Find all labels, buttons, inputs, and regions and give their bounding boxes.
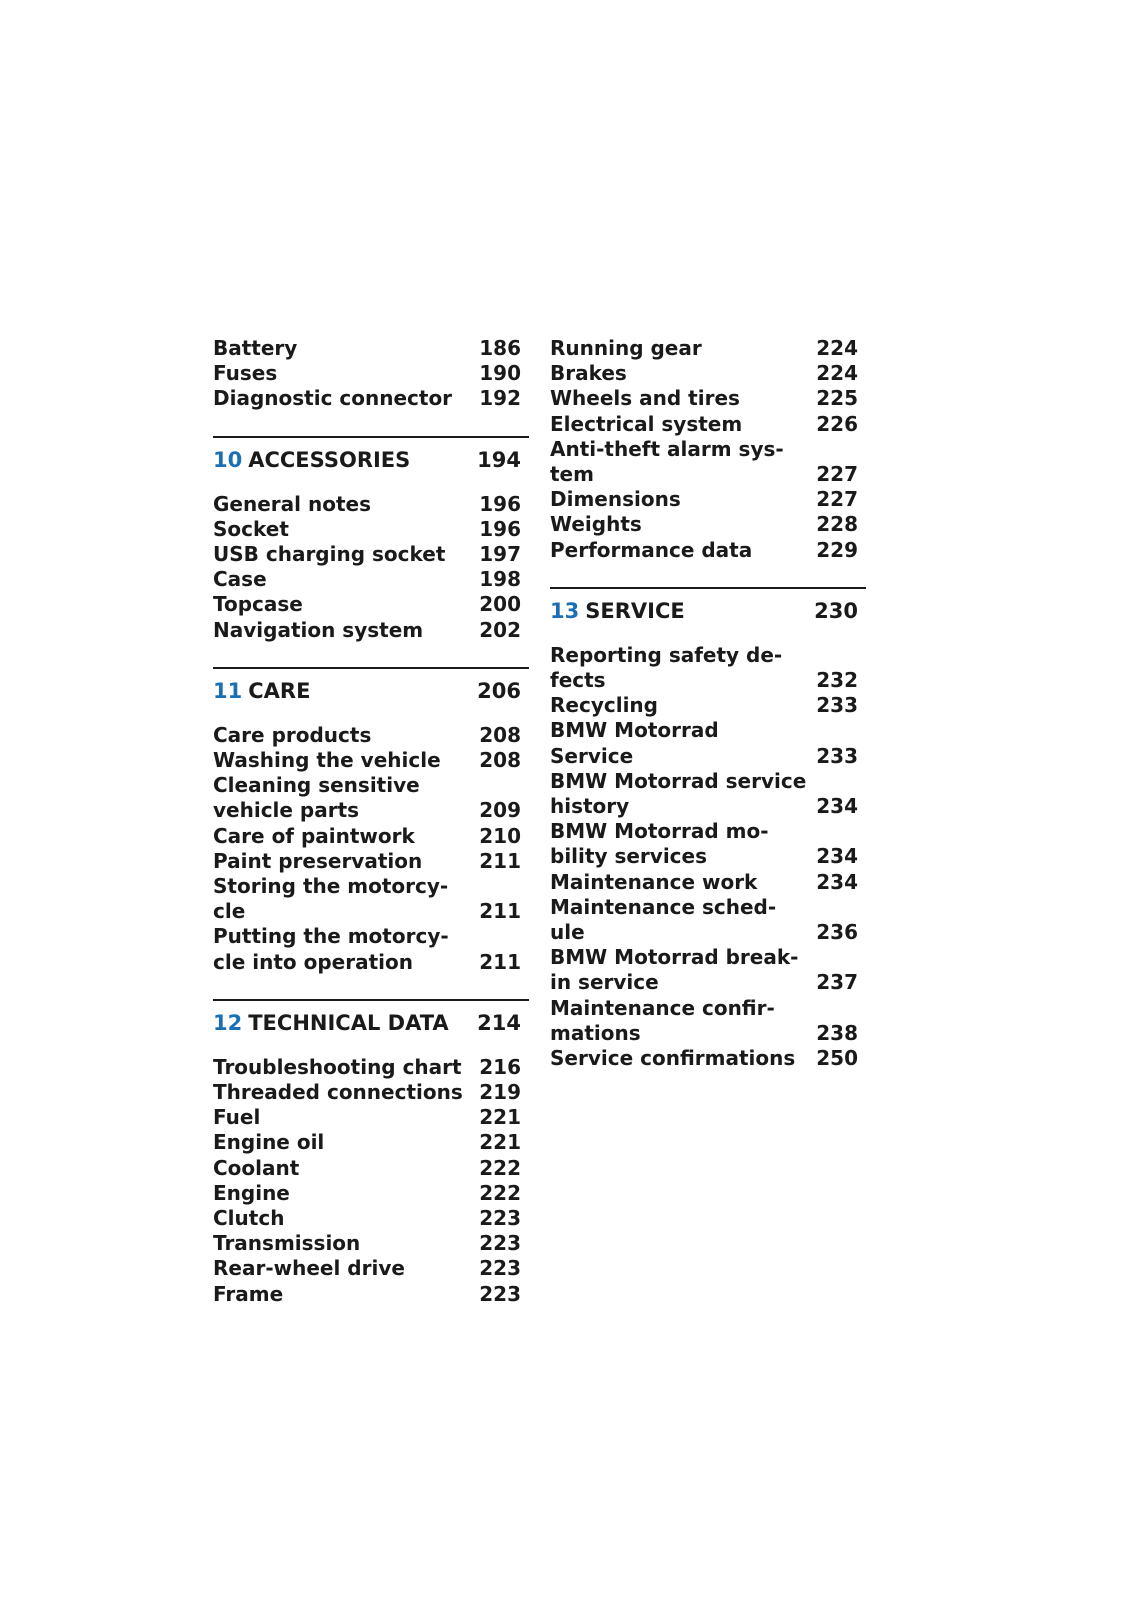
toc-entry-title: Engine oil <box>213 1130 325 1155</box>
toc-entry-title: Care products <box>213 722 372 747</box>
toc-entry-page-number: 211 <box>479 949 521 974</box>
toc-entry-page-number: 222 <box>479 1180 521 1205</box>
toc-entry-title: Coolant <box>213 1155 300 1180</box>
toc-entry[interactable] <box>213 386 529 411</box>
chapter-heading[interactable] <box>213 436 529 476</box>
toc-entry-page-number: 211 <box>479 848 521 873</box>
toc-entry-page-number: 208 <box>479 748 521 773</box>
toc-entry[interactable] <box>213 361 529 386</box>
toc-entry-page-number: 208 <box>479 722 521 747</box>
toc-entry-title: Washing the vehicle <box>213 748 441 773</box>
toc-entry-title: Frame <box>213 1281 284 1306</box>
toc-entry-title: Dimensions <box>550 487 681 512</box>
toc-entry-page-number: 202 <box>479 617 521 642</box>
toc-entry-page-number: 223 <box>479 1256 521 1281</box>
toc-entry[interactable] <box>213 567 529 592</box>
toc-entry-page-number: 234 <box>816 794 858 819</box>
toc-entry-title: Service confirmations <box>550 1046 796 1071</box>
toc-entry[interactable] <box>550 386 866 411</box>
toc-entry[interactable] <box>213 849 529 874</box>
toc-entry-page-number: 238 <box>816 1020 858 1045</box>
toc-entry[interactable] <box>550 996 866 1046</box>
toc-entry-title: Putting the motorcy-cle into operation <box>213 924 449 974</box>
toc-entry[interactable] <box>213 874 529 924</box>
toc-entry-title: Recycling <box>550 693 658 718</box>
toc-entry-title: Anti-theft alarm sys-tem <box>550 436 784 487</box>
toc-entry-page-number: 233 <box>816 743 858 768</box>
toc-entry[interactable] <box>550 336 866 361</box>
chapter-title: ACCESSORIES <box>248 447 411 472</box>
toc-entry-title: Clutch <box>213 1206 285 1231</box>
toc-entry[interactable] <box>550 693 866 718</box>
toc-entry-title: Performance data <box>550 537 753 562</box>
chapter-number: 10 <box>213 447 243 472</box>
toc-entry-page-number: 222 <box>479 1155 521 1180</box>
toc-entry[interactable] <box>213 924 529 974</box>
toc-entry-page-number: 186 <box>479 336 521 360</box>
toc-entry-title: Electrical system <box>550 411 743 436</box>
toc-entry[interactable] <box>550 538 866 563</box>
toc-entry[interactable] <box>213 773 529 823</box>
toc-entry-title: Cleaning sensitive vehicle parts <box>213 773 420 823</box>
toc-entry-title: Weights <box>550 512 642 537</box>
toc-entry-page-number: 190 <box>479 361 521 386</box>
toc-entry-title: Maintenance work <box>550 869 758 894</box>
toc-left-column <box>213 336 529 1307</box>
toc-entry-page-number: 226 <box>816 411 858 436</box>
toc-entry[interactable] <box>213 336 529 361</box>
chapter-page-number: 214 <box>477 1010 521 1035</box>
toc-entry-title: Reporting safety de-fects <box>550 642 783 693</box>
toc-entry-page-number: 225 <box>816 386 858 411</box>
toc-entry-title: Maintenance sched-ule <box>550 894 777 945</box>
toc-entry-page-number: 227 <box>816 462 858 487</box>
toc-entry-page-number: 200 <box>479 592 521 617</box>
toc-entry[interactable] <box>550 1046 866 1071</box>
toc-entry[interactable] <box>213 1105 529 1130</box>
toc-entry[interactable] <box>550 895 866 945</box>
toc-entry-title: Running gear <box>550 336 702 360</box>
toc-entry-title: Diagnostic connector <box>213 386 453 411</box>
toc-entry-title: Topcase <box>213 592 303 617</box>
toc-entry[interactable] <box>550 437 866 487</box>
toc-right-column <box>550 336 866 1071</box>
chapter-number: 11 <box>213 678 243 703</box>
chapter-title: CARE <box>248 678 311 703</box>
toc-entry-title: Transmission <box>213 1231 361 1256</box>
toc-entry-page-number: 192 <box>479 386 521 411</box>
toc-entry-page-number: 209 <box>479 798 521 823</box>
toc-entry-title: Battery <box>213 336 298 360</box>
toc-entry[interactable] <box>213 824 529 849</box>
toc-entry[interactable] <box>550 512 866 537</box>
toc-entry-page-number: 198 <box>479 567 521 592</box>
toc-entry-page-number: 196 <box>479 491 521 516</box>
toc-entry-title: Fuses <box>213 361 278 386</box>
toc-entry-title: BMW Motorrad Service <box>550 718 719 768</box>
toc-entry-title: General notes <box>213 491 371 516</box>
toc-entry-page-number: 228 <box>816 512 858 537</box>
chapter-number: 12 <box>213 1010 243 1035</box>
toc-entry[interactable] <box>213 1206 529 1231</box>
toc-entry[interactable] <box>213 542 529 567</box>
toc-entry-title: Wheels and tires <box>550 386 740 411</box>
toc-entry[interactable] <box>213 1156 529 1181</box>
toc-entry[interactable] <box>213 1256 529 1281</box>
chapter-label <box>550 599 685 623</box>
toc-entry-page-number: 224 <box>816 336 858 360</box>
toc-entry-page-number: 196 <box>479 516 521 541</box>
toc-entry-title: Threaded connections <box>213 1080 463 1105</box>
toc-entry[interactable] <box>213 517 529 542</box>
chapter-heading[interactable] <box>213 667 529 707</box>
toc-entry[interactable] <box>550 945 866 995</box>
toc-entry-title: Troubleshooting chart <box>213 1054 462 1079</box>
toc-entry-title: Socket <box>213 516 289 541</box>
toc-entry[interactable] <box>213 492 529 517</box>
toc-entry-page-number: 221 <box>479 1105 521 1130</box>
toc-entry-page-number: 227 <box>816 487 858 512</box>
toc-entry-title: USB charging socket <box>213 542 446 567</box>
chapter-label <box>213 448 410 472</box>
toc-entry-page-number: 224 <box>816 361 858 386</box>
chapter-heading[interactable] <box>213 999 529 1039</box>
toc-entry-page-number: 237 <box>816 970 858 995</box>
toc-entry-page-number: 221 <box>479 1130 521 1155</box>
toc-entry-title: Storing the motorcy-cle <box>213 874 449 924</box>
chapter-label <box>213 1011 449 1035</box>
chapter-title: TECHNICAL DATA <box>248 1010 449 1035</box>
toc-entry-page-number: 234 <box>816 844 858 869</box>
toc-entry[interactable] <box>213 1130 529 1155</box>
toc-entry-page-number: 197 <box>479 542 521 567</box>
toc-entry-page-number: 216 <box>479 1054 521 1079</box>
toc-entry[interactable] <box>213 1282 529 1307</box>
toc-entry-page-number: 233 <box>816 693 858 718</box>
toc-entry[interactable] <box>213 748 529 773</box>
toc-entry-page-number: 211 <box>479 899 521 924</box>
toc-entry[interactable] <box>213 1055 529 1080</box>
toc-entry[interactable] <box>550 412 866 437</box>
toc-entry-page-number: 250 <box>816 1046 858 1071</box>
toc-entry-title: Care of paintwork <box>213 823 415 848</box>
toc-entry[interactable] <box>213 1080 529 1105</box>
toc-entry-page-number: 223 <box>479 1206 521 1231</box>
toc-entry-page-number: 236 <box>816 920 858 945</box>
toc-entry[interactable] <box>213 723 529 748</box>
toc-entry-title: Brakes <box>550 361 627 386</box>
toc-entry-title: BMW Motorrad break-in service <box>550 945 799 995</box>
toc-entry-page-number: 210 <box>479 823 521 848</box>
toc-entry[interactable] <box>550 718 866 768</box>
toc-entry-page-number: 234 <box>816 869 858 894</box>
toc-entry-title: Navigation system <box>213 617 424 642</box>
toc-entry-title: Paint preservation <box>213 848 423 873</box>
chapter-number: 13 <box>550 598 580 623</box>
toc-entry-title: Rear-wheel drive <box>213 1256 405 1281</box>
toc-entry-page-number: 223 <box>479 1281 521 1306</box>
toc-entry-title: BMW Motorrad service history <box>550 768 807 819</box>
toc-entry[interactable] <box>213 618 529 643</box>
toc-entry[interactable] <box>550 361 866 386</box>
toc-entry[interactable] <box>550 819 866 869</box>
chapter-label <box>213 679 310 703</box>
toc-entry[interactable] <box>550 870 866 895</box>
toc-entry-title: Fuel <box>213 1105 261 1130</box>
chapter-page-number: 230 <box>814 598 858 623</box>
toc-entry-title: BMW Motorrad mo-bility services <box>550 819 769 869</box>
toc-entry[interactable] <box>213 592 529 617</box>
chapter-heading[interactable] <box>550 587 866 627</box>
toc-entry-page-number: 229 <box>816 537 858 562</box>
toc-entry-page-number: 219 <box>479 1080 521 1105</box>
toc-entry-title: Maintenance confir-mations <box>550 995 775 1045</box>
toc-entry-title: Engine <box>213 1180 290 1205</box>
toc-entry-title: Case <box>213 567 267 592</box>
toc-entry[interactable] <box>550 643 866 693</box>
chapter-page-number: 194 <box>477 447 521 472</box>
chapter-page-number: 206 <box>477 678 521 703</box>
chapter-title: SERVICE <box>585 598 685 623</box>
toc-entry[interactable] <box>213 1181 529 1206</box>
toc-entry-page-number: 223 <box>479 1231 521 1256</box>
toc-entry[interactable] <box>550 769 866 819</box>
toc-entry[interactable] <box>550 487 866 512</box>
toc-entry[interactable] <box>213 1231 529 1256</box>
toc-entry-page-number: 232 <box>816 668 858 693</box>
